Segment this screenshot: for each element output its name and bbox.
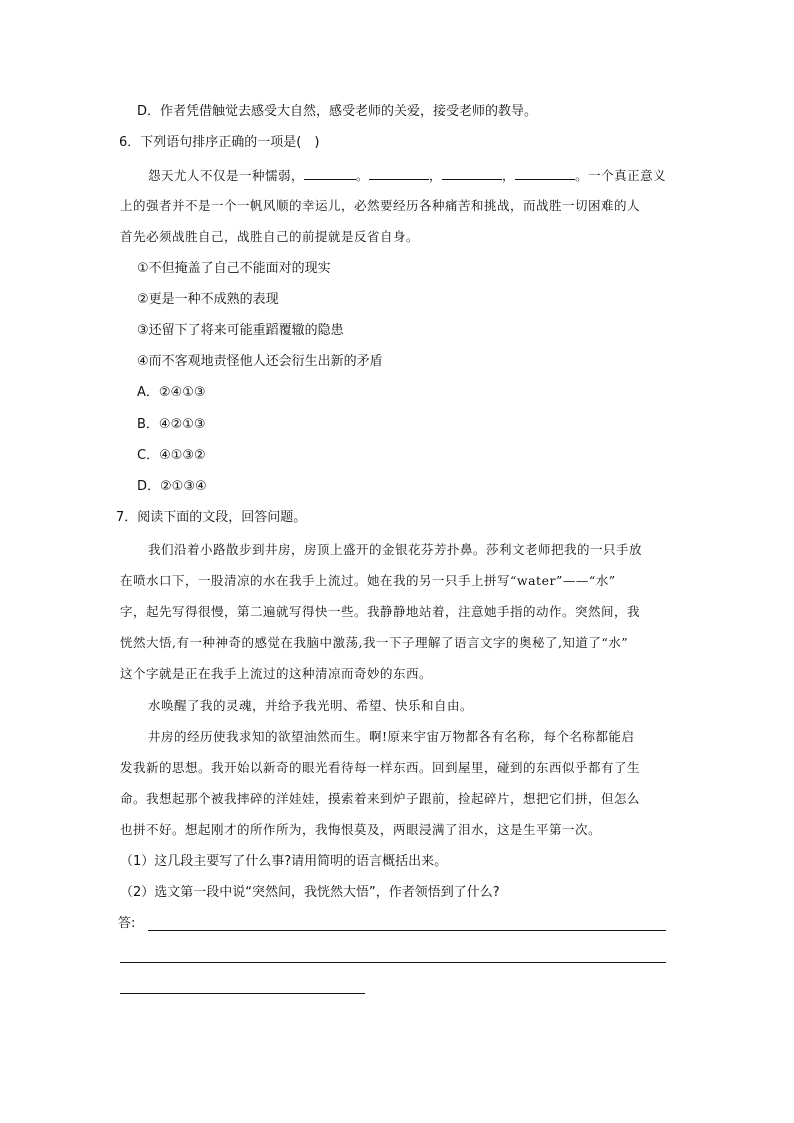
- q6-option-c: C．④①③②: [137, 448, 206, 463]
- q6-item-3: ③还留下了将来可能重蹈覆辙的隐患: [137, 323, 344, 338]
- q6-stem: 6．下列语句排序正确的一项是( ): [119, 135, 320, 150]
- q7-para3-line-3: 命。我想起那个被我摔碎的洋娃娃，摸索着来到炉子跟前，捡起碎片，想把它们拼，但怎么: [120, 791, 641, 806]
- q6-passage-text-d: ，: [502, 168, 516, 183]
- answer-label: 答:: [118, 916, 136, 931]
- q6-passage-text-e: 。一个真正意义: [575, 168, 667, 183]
- q7-sub-question-2: （2）选文第一段中说“突然间，我恍然大悟”，作者领悟到了什么?: [120, 885, 500, 900]
- q6-item-2: ②更是一种不成熟的表现: [137, 292, 279, 307]
- q7-para3-line-2: 发我新的思想。我开始以新奇的眼光看待每一样东西。回到屋里，碰到的东西似乎都有了生: [120, 760, 641, 775]
- q6-blank-4: [515, 167, 575, 180]
- answer-line-1[interactable]: [148, 930, 666, 931]
- answer-line-3[interactable]: [120, 993, 365, 994]
- q6-item-1: ①不但掩盖了自己不能面对的现实: [137, 261, 331, 276]
- q7-para3-line-4: 也拼不好。想起刚才的所作所为，我悔恨莫及，两眼浸满了泪水，这是生平第一次。: [120, 822, 602, 837]
- q6-passage-line-3: 首先必须战胜自己，战胜自己的前提就是反省自身。: [120, 229, 420, 244]
- q6-passage-text-b: 。: [356, 168, 370, 183]
- q7-para1-line-3: 字，起先写得很慢，第二遍就写得快一些。我静静地站着，注意她手指的动作。突然间，我: [120, 604, 641, 619]
- q6-passage-text-c: ，: [429, 168, 443, 183]
- q7-para1-line-5: 这个字就是正在我手上流过的这种清凉而奇妙的东西。: [120, 666, 433, 681]
- q7-para3-line-1: 井房的经历使我求知的欲望油然而生。啊!原来宇宙万物都各有名称，每个名称都能启: [148, 729, 635, 744]
- q6-blank-3: [442, 167, 502, 180]
- q7-stem: 7．阅读下面的文段，回答问题。: [116, 510, 307, 525]
- q7-para1-line-1: 我们沿着小路散步到井房，房顶上盛开的金银花芬芳扑鼻。莎利文老师把我的一只手放: [148, 542, 643, 557]
- q7-para2: 水唤醒了我的灵魂，并给予我光明、希望、快乐和自由。: [148, 698, 474, 713]
- q7-sub-question-1: （1）这几段主要写了什么事?请用简明的语言概括出来。: [120, 854, 448, 869]
- q6-option-d: D．②①③④: [137, 479, 207, 494]
- q6-blank-2: [369, 167, 429, 180]
- q6-option-b: B．④②①③: [137, 417, 206, 432]
- q7-para1-line-2: 在喷水口下，一股清凉的水在我手上流过。她在我的另一只手上拼写“water”——“水”: [120, 573, 616, 588]
- q6-passage-text-a: 怨天尤人不仅是一种懦弱，: [148, 168, 305, 183]
- q6-passage-line-1: [148, 167, 666, 184]
- q6-option-a: A．②④①③: [137, 385, 206, 400]
- answer-line-2[interactable]: [120, 962, 666, 963]
- q6-item-4: ④而不客观地责怪他人还会衍生出新的矛盾: [137, 354, 383, 369]
- q5-option-d: D．作者凭借触觉去感受大自然，感受老师的关爱，接受老师的教导。: [137, 104, 538, 119]
- q6-blank-1: [304, 167, 356, 180]
- q6-passage-line-2: 上的强者并不是一个一帆风顺的幸运儿，必然要经历各种痛苦和挑战，而战胜一切困难的人: [120, 198, 641, 213]
- q7-para1-line-4: 恍然大悟,有一种神奇的感觉在我脑中激荡,我一下子理解了语言文字的奥秘了,知道了“水”: [120, 635, 629, 650]
